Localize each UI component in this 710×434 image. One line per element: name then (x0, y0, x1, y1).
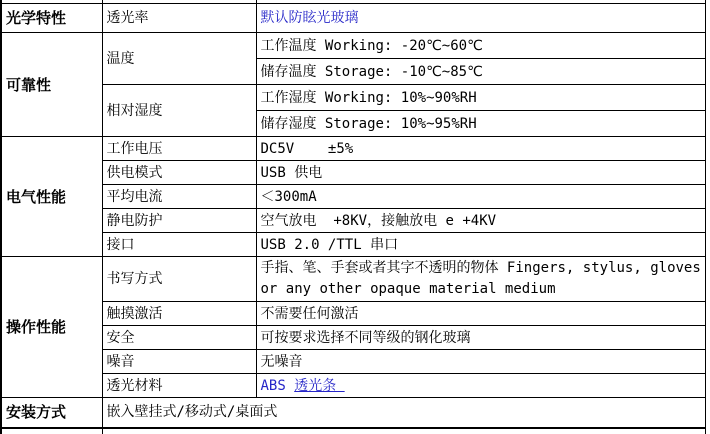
humidity-working-value: 工作湿度 Working: 10%~90%RH (256, 85, 705, 111)
bottom-cutoff-row (1, 428, 705, 434)
voltage-value: DC5V ±5% (256, 137, 705, 161)
esd-label: 静电防护 (102, 209, 256, 233)
light-material-strip-link[interactable]: 透光条 (294, 377, 345, 394)
row-activation (1, 302, 705, 326)
esd-value: 空气放电 +8KV，接触放电 e +4KV (256, 209, 705, 233)
transmittance-label: 透光率 (102, 4, 256, 33)
row-temp-working (1, 33, 705, 59)
temperature-working-value: 工作温度 Working: -20℃~60℃ (256, 33, 705, 59)
voltage-label: 工作电压 (102, 137, 256, 161)
light-material-value (256, 374, 705, 398)
noise-value: 无噪音 (256, 350, 705, 374)
bottom-cutoff-cell-1 (1, 428, 102, 434)
interface-label: 接口 (102, 233, 256, 257)
row-noise (1, 350, 705, 374)
reliability-category: 可靠性 (1, 33, 102, 137)
mounting-category: 安装方式 (1, 398, 102, 428)
activation-value: 不需要任何激活 (256, 302, 705, 326)
writing-label: 书写方式 (102, 257, 256, 302)
optical-category: 光学特性 (1, 4, 102, 33)
row-power-mode (1, 161, 705, 185)
avg-current-value: ＜300mA (256, 185, 705, 209)
light-material-label: 透光材料 (102, 374, 256, 398)
electrical-category: 电气性能 (1, 137, 102, 257)
power-mode-label: 供电模式 (102, 161, 256, 185)
bottom-cutoff-cell-2 (102, 428, 705, 434)
temperature-storage-value: 储存温度 Storage: -10℃~85℃ (256, 59, 705, 85)
row-esd (1, 209, 705, 233)
light-material-abs-text: ABS (260, 377, 295, 394)
safety-label: 安全 (102, 326, 256, 350)
row-humidity-working (1, 85, 705, 111)
writing-value: 手指、笔、手套或者其字不透明的物体 Fingers, stylus, gloves or any other opaque material medium (256, 257, 705, 302)
activation-label: 触摸激活 (102, 302, 256, 326)
row-safety (1, 326, 705, 350)
interface-value: USB 2.0 /TTL 串口 (256, 233, 705, 257)
row-voltage (1, 137, 705, 161)
safety-value: 可按要求选择不同等级的钢化玻璃 (256, 326, 705, 350)
humidity-storage-value: 储存湿度 Storage: 10%~95%RH (256, 111, 705, 137)
power-mode-value: USB 供电 (256, 161, 705, 185)
humidity-label: 相对湿度 (102, 85, 256, 137)
avg-current-label: 平均电流 (102, 185, 256, 209)
operation-category: 操作性能 (1, 257, 102, 398)
temperature-label: 温度 (102, 33, 256, 85)
transmittance-value-link[interactable]: 默认防眩光玻璃 (256, 4, 705, 33)
row-optical (1, 4, 705, 33)
row-avg-current (1, 185, 705, 209)
row-light-material (1, 374, 705, 398)
row-interface (1, 233, 705, 257)
row-writing (1, 257, 705, 302)
noise-label: 噪音 (102, 350, 256, 374)
row-mounting (1, 398, 705, 428)
mounting-value: 嵌入壁挂式/移动式/桌面式 (102, 398, 705, 428)
